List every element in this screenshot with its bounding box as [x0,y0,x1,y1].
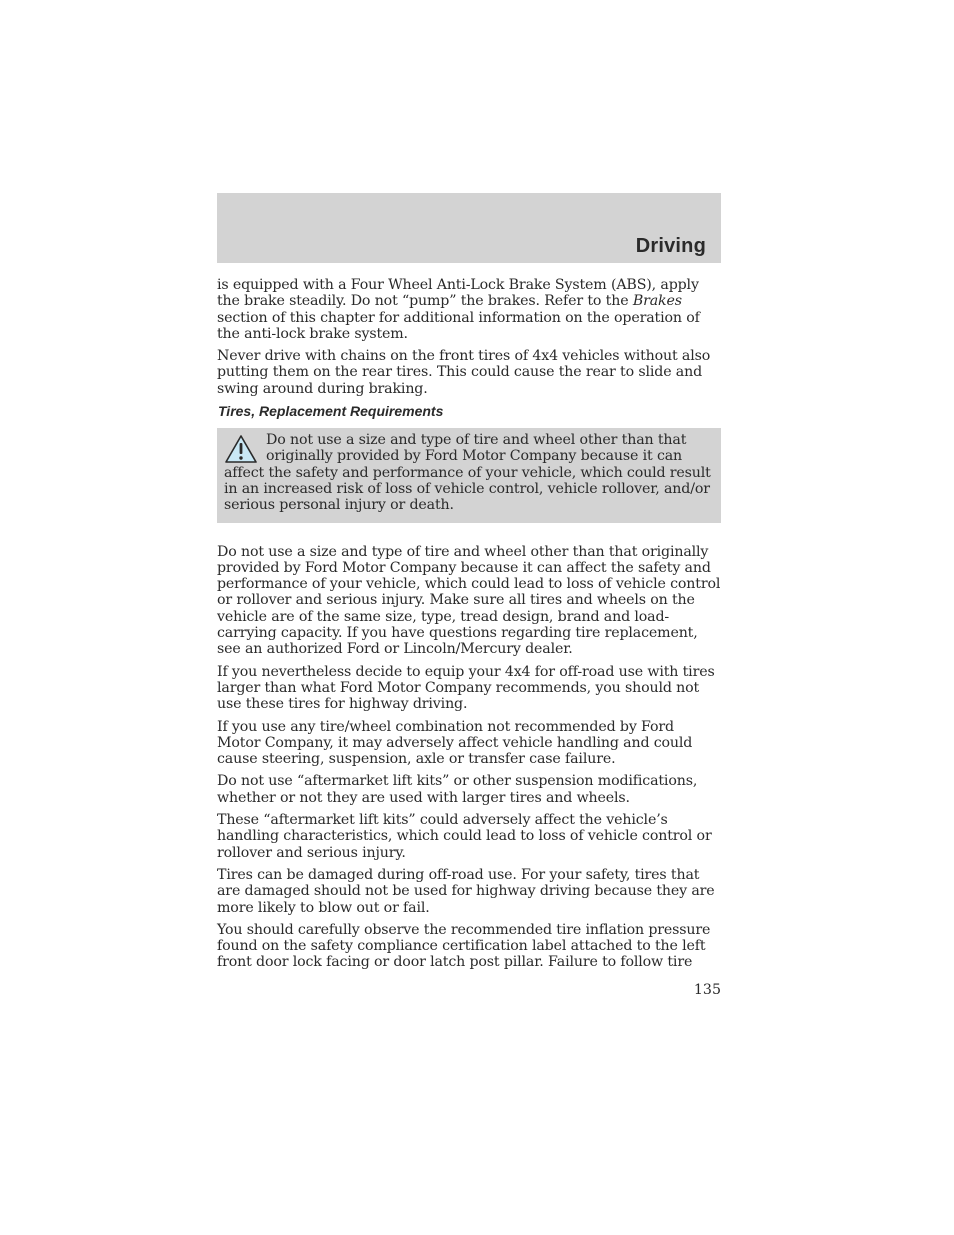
paragraph-abs-part1: is equipped with a Four Wheel Anti-Lock Brake System (ABS), apply the brake steadily. Do not “pump” the brakes. Refer to the [217,277,699,310]
page-number: 135 [693,982,721,998]
paragraph-offroad-tires: If you nevertheless decide to equip your 4x4 for off-road use with tires larger than what Ford Motor Company recommends, you should not use these tires for highway driving. [217,663,715,713]
warning-text: Do not use a size and type of tire and wheel other than that originally provided by Ford Motor Company because it can affect the safety and performance of your vehicle, which could result in an increased risk of loss of vehicle control, vehicle rollover, and/or serious personal injury or death. [224,432,711,514]
paragraph-lift-kits: Do not use “aftermarket lift kits” or other suspension modifications, whether or not they are used with larger tires and wheels. [217,773,698,806]
paragraph-chains: Never drive with chains on the front tires of 4x4 vehicles without also putting them on the rear tires. This could cause the rear to slide and swing around during braking. [217,348,711,397]
paragraph-offroad-damage: Tires can be damaged during off-road use. For your safety, tires that are damaged should not be used for highway driving because they are more likely to blow out or fail. [217,866,715,916]
section-title: Driving [635,235,706,257]
warning-box [217,428,721,522]
paragraph-lift-kits-handling: These “aftermarket lift kits” could adversely affect the vehicle’s handling characteristics, which could lead to loss of vehicle control or rollover and serious injury. [217,812,712,861]
paragraph-abs-part2: section of this chapter for additional information on the operation of the anti-lock brake system. [217,309,700,342]
paragraph-tire-size: Do not use a size and type of tire and wheel other than that originally provided by Ford Motor Company because it can affect the safety and performance of your vehicle, which could lead to loss of vehicle control or rollover and serious injury. Make sure all tires and wheels on the vehicle are of the same size, type, tread design, brand and load-carrying capacity. If you have questions regarding tire replacement, see an authorized Ford or Lincoln/Mercury dealer. [217,543,721,658]
paragraph-abs [217,277,721,342]
paragraph-wheel-combination: If you use any tire/wheel combination not recommended by Ford Motor Company, it may adversely affect vehicle handling and could cause steering, suspension, axle or transfer case failure. [217,718,693,768]
subheading-tires-replacement: Tires, Replacement Requirements [218,403,444,420]
brakes-reference: Brakes [632,293,682,310]
paragraph-inflation-pressure: You should carefully observe the recommended tire inflation pressure found on the safety compliance certification label attached to the left front door lock facing or door latch post pillar. Failure to follow tire [217,921,711,971]
section-header-band [217,193,721,263]
page-content [217,277,721,977]
warning-triangle-icon [224,434,258,464]
